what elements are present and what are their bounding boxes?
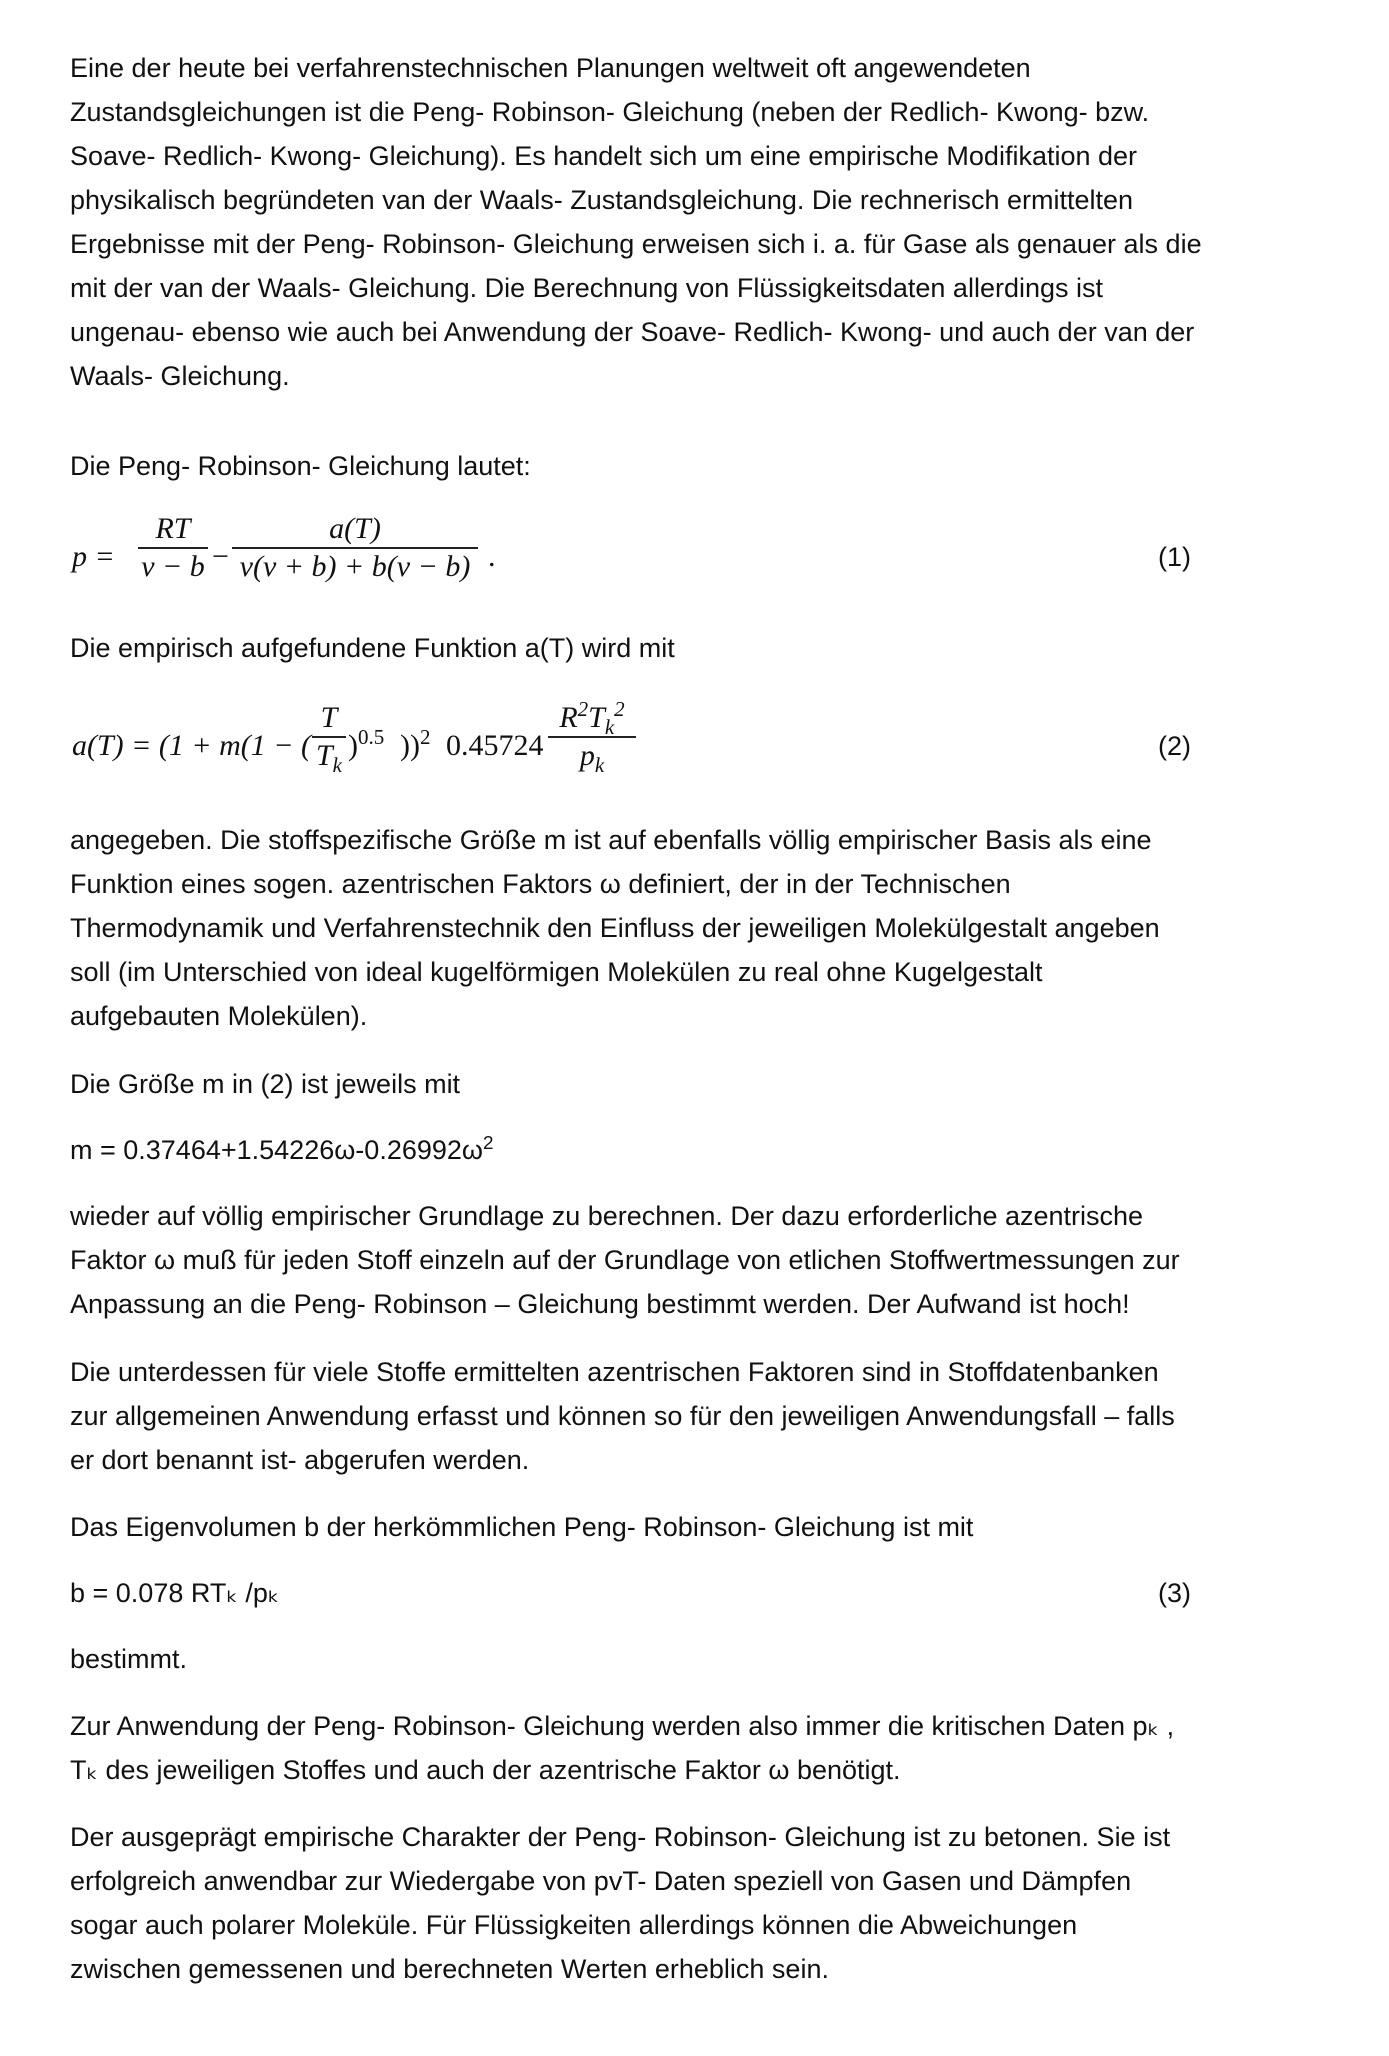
equation-1: [0, 505, 1389, 605]
exponent: 2: [482, 1133, 494, 1154]
after-eq2-paragraph: [70, 818, 1340, 1038]
text-line: Ergebnisse mit der Peng- Robinson- Gleichung erweisen sich i. a. für Gase als genauer als die: [70, 229, 1202, 259]
text-line: Das Eigenvolumen b der herkömmlichen Peng- Robinson- Gleichung ist mit: [70, 1512, 974, 1542]
frac-denominator: v − b: [141, 550, 205, 583]
eq2-inner-fraction: [312, 700, 346, 777]
symbol-r: R: [559, 701, 578, 734]
text-line: Die empirisch aufgefundene Funktion a(T) wird mit: [70, 633, 675, 663]
text-line: Der ausgeprägt empirische Charakter der Peng- Robinson- Gleichung ist zu betonen. Sie ist: [70, 1822, 1171, 1852]
eq1-trail: .: [488, 540, 496, 573]
text-line: mit der van der Waals- Gleichung. Die Berechnung von Flüssigkeitsdaten allerdings ist: [70, 273, 1104, 303]
symbol-t: T: [588, 701, 605, 734]
eq1-lhs: p =: [72, 540, 115, 573]
subscript-k: k: [594, 753, 605, 777]
intro-paragraph: [70, 46, 1340, 398]
text-line: aufgebauten Molekülen).: [70, 1001, 368, 1031]
exponent-inner: 0.5: [358, 725, 385, 749]
text-line: erfolgreich anwendbar zur Wiedergabe von pvT- Daten speziell von Gasen und Dämpfen: [70, 1866, 1132, 1896]
text-line: Zur Anwendung der Peng- Robinson- Gleichung werden also immer die kritischen Daten pₖ ,: [70, 1711, 1175, 1741]
exponent: 2: [577, 697, 589, 721]
text-line: [70, 1128, 1340, 1172]
frac-numerator: RT: [155, 512, 191, 545]
text-line: Thermodynamik und Verfahrenstechnik den Einfluss der jeweiligen Molekülgestalt angeben: [70, 913, 1160, 943]
text-line: Zustandsgleichungen ist die Peng- Robinson- Gleichung (neben der Redlich- Kwong- bzw.: [70, 97, 1150, 127]
text-line: soll (im Unterschied von ideal kugelförmigen Molekülen zu real ohne Kugelgestalt: [70, 957, 1043, 987]
eq2-lhs: a(T) = (1 + m(1 − (: [72, 729, 312, 762]
text-line: physikalisch begründeten van der Waals- Zustandsgleichung. Die rechnerisch ermittelten: [70, 185, 1134, 215]
eq3-number: (3): [1158, 1578, 1191, 1608]
text-line: er dort benannt ist- abgerufen werden.: [70, 1445, 530, 1475]
frac-denominator: T: [315, 739, 333, 772]
databanks-paragraph: [70, 1350, 1340, 1482]
text-line: Faktor ω muß für jeden Stoff einzeln auf der Grundlage von etlichen Stoffwertmessungen zur: [70, 1245, 1180, 1275]
exponent-outer: 2: [419, 725, 431, 749]
eq1-minus: −: [212, 540, 229, 573]
m-intro: [70, 1062, 1340, 1106]
eq2-close: [400, 724, 430, 768]
subscript-k: k: [332, 753, 342, 777]
text-line: Die unterdessen für viele Stoffe ermittelten azentrischen Faktoren sind in Stoffdatenbanken: [70, 1357, 1159, 1387]
eq1-fraction-a: [232, 511, 478, 585]
text-line: angegeben. Die stoffspezifische Größe m ist auf ebenfalls völlig empirischer Basis als eine: [70, 825, 1152, 855]
b-intro: [70, 1505, 1340, 1549]
text-line: ungenau- ebenso wie auch bei Anwendung der Soave- Redlich- Kwong- und auch der van der: [70, 317, 1195, 347]
eq1-fraction-rt: [138, 511, 208, 585]
closing-paragraph: [70, 1815, 1340, 1991]
text-line: wieder auf völlig empirischer Grundlage zu berechnen. Der dazu erforderliche azentrische: [70, 1201, 1144, 1231]
frac-denominator: v(v + b) + b(v − b): [239, 550, 471, 583]
equation-2: [0, 690, 1389, 800]
text-line: Funktion eines sogen. azentrischen Faktors ω definiert, der in der Technischen: [70, 869, 1011, 899]
text-line: Waals- Gleichung.: [70, 361, 290, 391]
text-line: Anpassung an die Peng- Robinson – Gleichung bestimmt werden. Der Aufwand ist hoch!: [70, 1289, 1130, 1319]
m-formula: [70, 1128, 1340, 1172]
equation-3: [0, 1571, 1389, 1615]
subscript-k: k: [604, 715, 615, 739]
eq2-intro: [70, 626, 1340, 670]
eq1-intro: [70, 444, 1340, 488]
b-after: [70, 1637, 1340, 1681]
frac-numerator: a(T): [329, 512, 381, 545]
critical-paragraph: [70, 1704, 1340, 1792]
eq2-paren: )$^{0.5}$: [348, 725, 385, 762]
text-line: Eine der heute bei verfahrenstechnischen Planungen weltweit oft angewendeten: [70, 53, 1031, 83]
eq2-outer-fraction: [548, 697, 636, 777]
text-line: sogar auch polarer Moleküle. Für Flüssigkeiten allerdings können die Abweichungen: [70, 1910, 1078, 1940]
text-line: Die Peng- Robinson- Gleichung lautet:: [70, 451, 531, 481]
text-line: Soave- Redlich- Kwong- Gleichung). Es handelt sich um eine empirische Modifikation der: [70, 141, 1138, 171]
text-line: Tₖ des jeweiligen Stoffes und auch der azentrische Faktor ω benötigt.: [70, 1755, 901, 1785]
text-line: Die Größe m in (2) ist jeweils mit: [70, 1069, 461, 1099]
eq1-number: (1): [1158, 542, 1191, 572]
eq2-coefficient: 0.45724: [446, 729, 544, 762]
after-m-paragraph: [70, 1194, 1340, 1326]
closing-parens: )): [400, 729, 420, 762]
m-formula-text: m = 0.37464+1.54226ω-0.26992ω: [70, 1135, 483, 1165]
symbol-p: p: [579, 739, 595, 772]
eq2-number: (2): [1158, 731, 1191, 761]
text-line: bestimmt.: [70, 1644, 188, 1674]
exponent: 2: [614, 697, 625, 721]
frac-numerator: T: [320, 701, 338, 734]
b-formula: b = 0.078 RTₖ /pₖ: [70, 1578, 280, 1608]
text-line: zwischen gemessenen und berechneten Werten erheblich sein.: [70, 1954, 829, 1984]
text-line: zur allgemeinen Anwendung erfasst und können so für den jeweiligen Anwendungsfall – falls: [70, 1401, 1175, 1431]
